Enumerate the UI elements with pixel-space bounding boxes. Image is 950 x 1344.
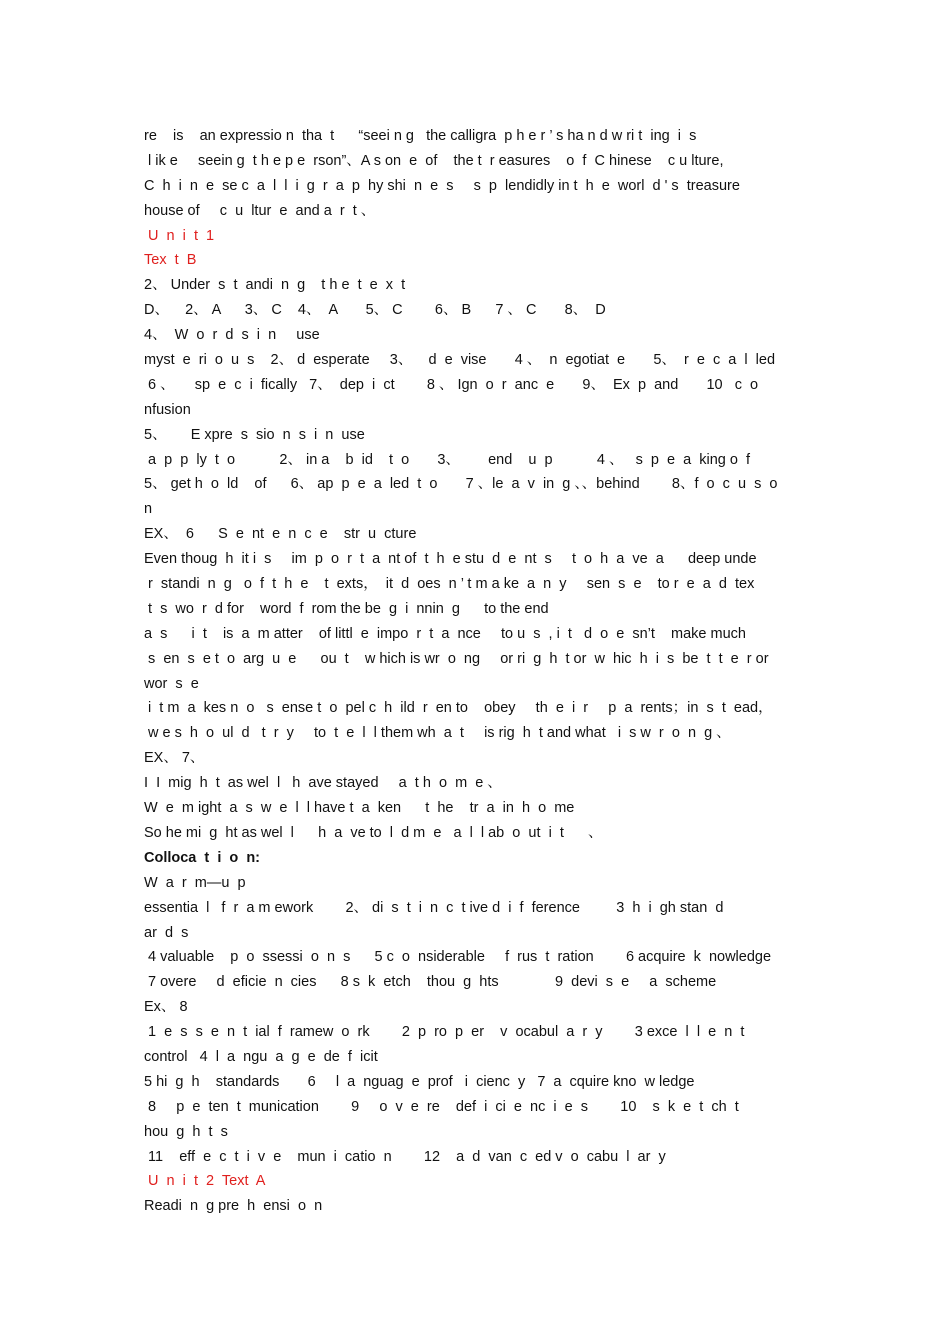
section-heading: Tex t B xyxy=(144,252,197,269)
text-line: W a r m—u p xyxy=(144,874,246,891)
text-line: i t m a kes n o s ense t o pel c h ild r en to obey th e i r p a rents；in s t ead， xyxy=(144,700,773,717)
text-line: 5 hi g h standards 6 l a nguag e prof i cienc y 7 a cquire kno w ledge xyxy=(144,1073,695,1090)
text-line: 4 valuable p o ssessi o n s 5 c o nsiderable f rus t ration 6 acquire k nowledge xyxy=(144,949,772,966)
text-line: control 4 l a ngu a g e de f icit xyxy=(144,1048,378,1065)
text-line: 5、 get h o ld of 6、 ap p e a led t o 7 、le a v in g 、、behind 8、f o c u s o xyxy=(144,476,778,493)
text-line: w e s h o ul d t r y to t e l l them wh a t is rig h t and what i s w r o n g 、 xyxy=(144,725,731,742)
text-line: s en s e t o arg u e ou t w hich is wr o ng or ri g h t or w hic h i s be t t e r or xyxy=(144,650,769,667)
text-line: Even thoug h it i s im p o r t a nt of t h e stu d e nt s t o h a ve a deep unde xyxy=(144,551,757,568)
text-line: D、 2、 A 3、 C 4、 A 5、 C 6、 B 7 、 C 8、 D xyxy=(144,302,606,319)
text-line: Ex、 8 xyxy=(144,999,188,1016)
text-line: hou g h t s xyxy=(144,1123,228,1140)
text-line: 11 eff e c t i v e mun i catio n 12 a d van c ed v o cabu l ar y xyxy=(144,1148,666,1165)
text-line: 1 e s s e n t ial f ramew o rk 2 p ro p er v ocabul a r y 3 exce l l e n t xyxy=(144,1024,745,1041)
text-line: wor s e xyxy=(144,675,199,692)
text-line: essentia l f r a m ework 2、 di s t i n c t ive d i f ference 3 h i gh stan d xyxy=(144,899,724,916)
text-line: 4、 W o r d s i n use xyxy=(144,327,320,344)
text-line: W e m ight a s w e l l have t a ken t he tr a in h o me xyxy=(144,800,575,817)
section-heading: U n i t 1 xyxy=(144,227,215,244)
text-line: 2、 Under s t andi n g t h e t e x t xyxy=(144,277,406,294)
text-line: re is an expressio n tha t “seei n g the calligra p h e r ’ s ha n d w ri t ing i s xyxy=(144,128,697,144)
text-line: a s i t is a m atter of littl e impo r t a nce to u s , i t d o e sn’t make much xyxy=(144,625,746,642)
text-line: 8 p e ten t munication 9 o v e re def i ci e nc i e s 10 s k e t ch t xyxy=(144,1098,739,1115)
text-line: 5、 E xpre s sio n s i n use xyxy=(144,426,365,443)
text-line: l ik e seein g t h e p e rson”、A s on e of the t r easures o f C hinese c u lture, xyxy=(144,152,724,169)
text-line: house of c u ltur e and a r t 、 xyxy=(144,202,376,219)
text-line: 6 、 sp e c i fically 7、 dep i ct 8 、 Ign o r anc e 9、 Ex p and 10 c o xyxy=(144,376,759,393)
text-line: 7 overe d eficie n cies 8 s k etch thou g hts 9 devi s e a scheme xyxy=(144,974,717,991)
section-heading: U n i t 2 Text A xyxy=(144,1173,266,1190)
text-line: n xyxy=(144,501,153,518)
text-line: EX、 7、 xyxy=(144,750,205,767)
text-line: EX、 6 S e nt e n c e str u cture xyxy=(144,526,417,543)
text-line: myst e ri o u s 2、 d esperate 3、 d e vise 4 、 n egotiat e 5、 r e c a l led xyxy=(144,352,776,369)
text-line: C h i n e se c a l l i g r a p hy shi n e s s p lendidly in t h e worl d ' s treasure xyxy=(144,177,740,194)
subsection-heading: Colloca t i o n: xyxy=(144,849,260,866)
text-line: Readi n g pre h ensi o n xyxy=(144,1198,323,1215)
text-line: nfusion xyxy=(144,401,191,418)
text-line: t s wo r d for word f rom the be g i nnin g to the end xyxy=(144,600,549,617)
text-line: So he mi g ht as wel l h a ve to l d m e a l l ab o ut i t 、 xyxy=(144,824,603,841)
document-body xyxy=(144,124,808,1219)
text-line: r standi n g o f t h e t exts， it d oes n ’ t m a ke a n y sen s e to r e a d tex xyxy=(144,576,755,593)
text-line: a p p ly t o 2、 in a b id t o 3、 end u p 4 、 s p e a king o f xyxy=(144,451,751,468)
text-line: ar d s xyxy=(144,924,189,941)
text-line: I I mig h t as wel l h ave stayed a t h o m e 、 xyxy=(144,775,502,792)
